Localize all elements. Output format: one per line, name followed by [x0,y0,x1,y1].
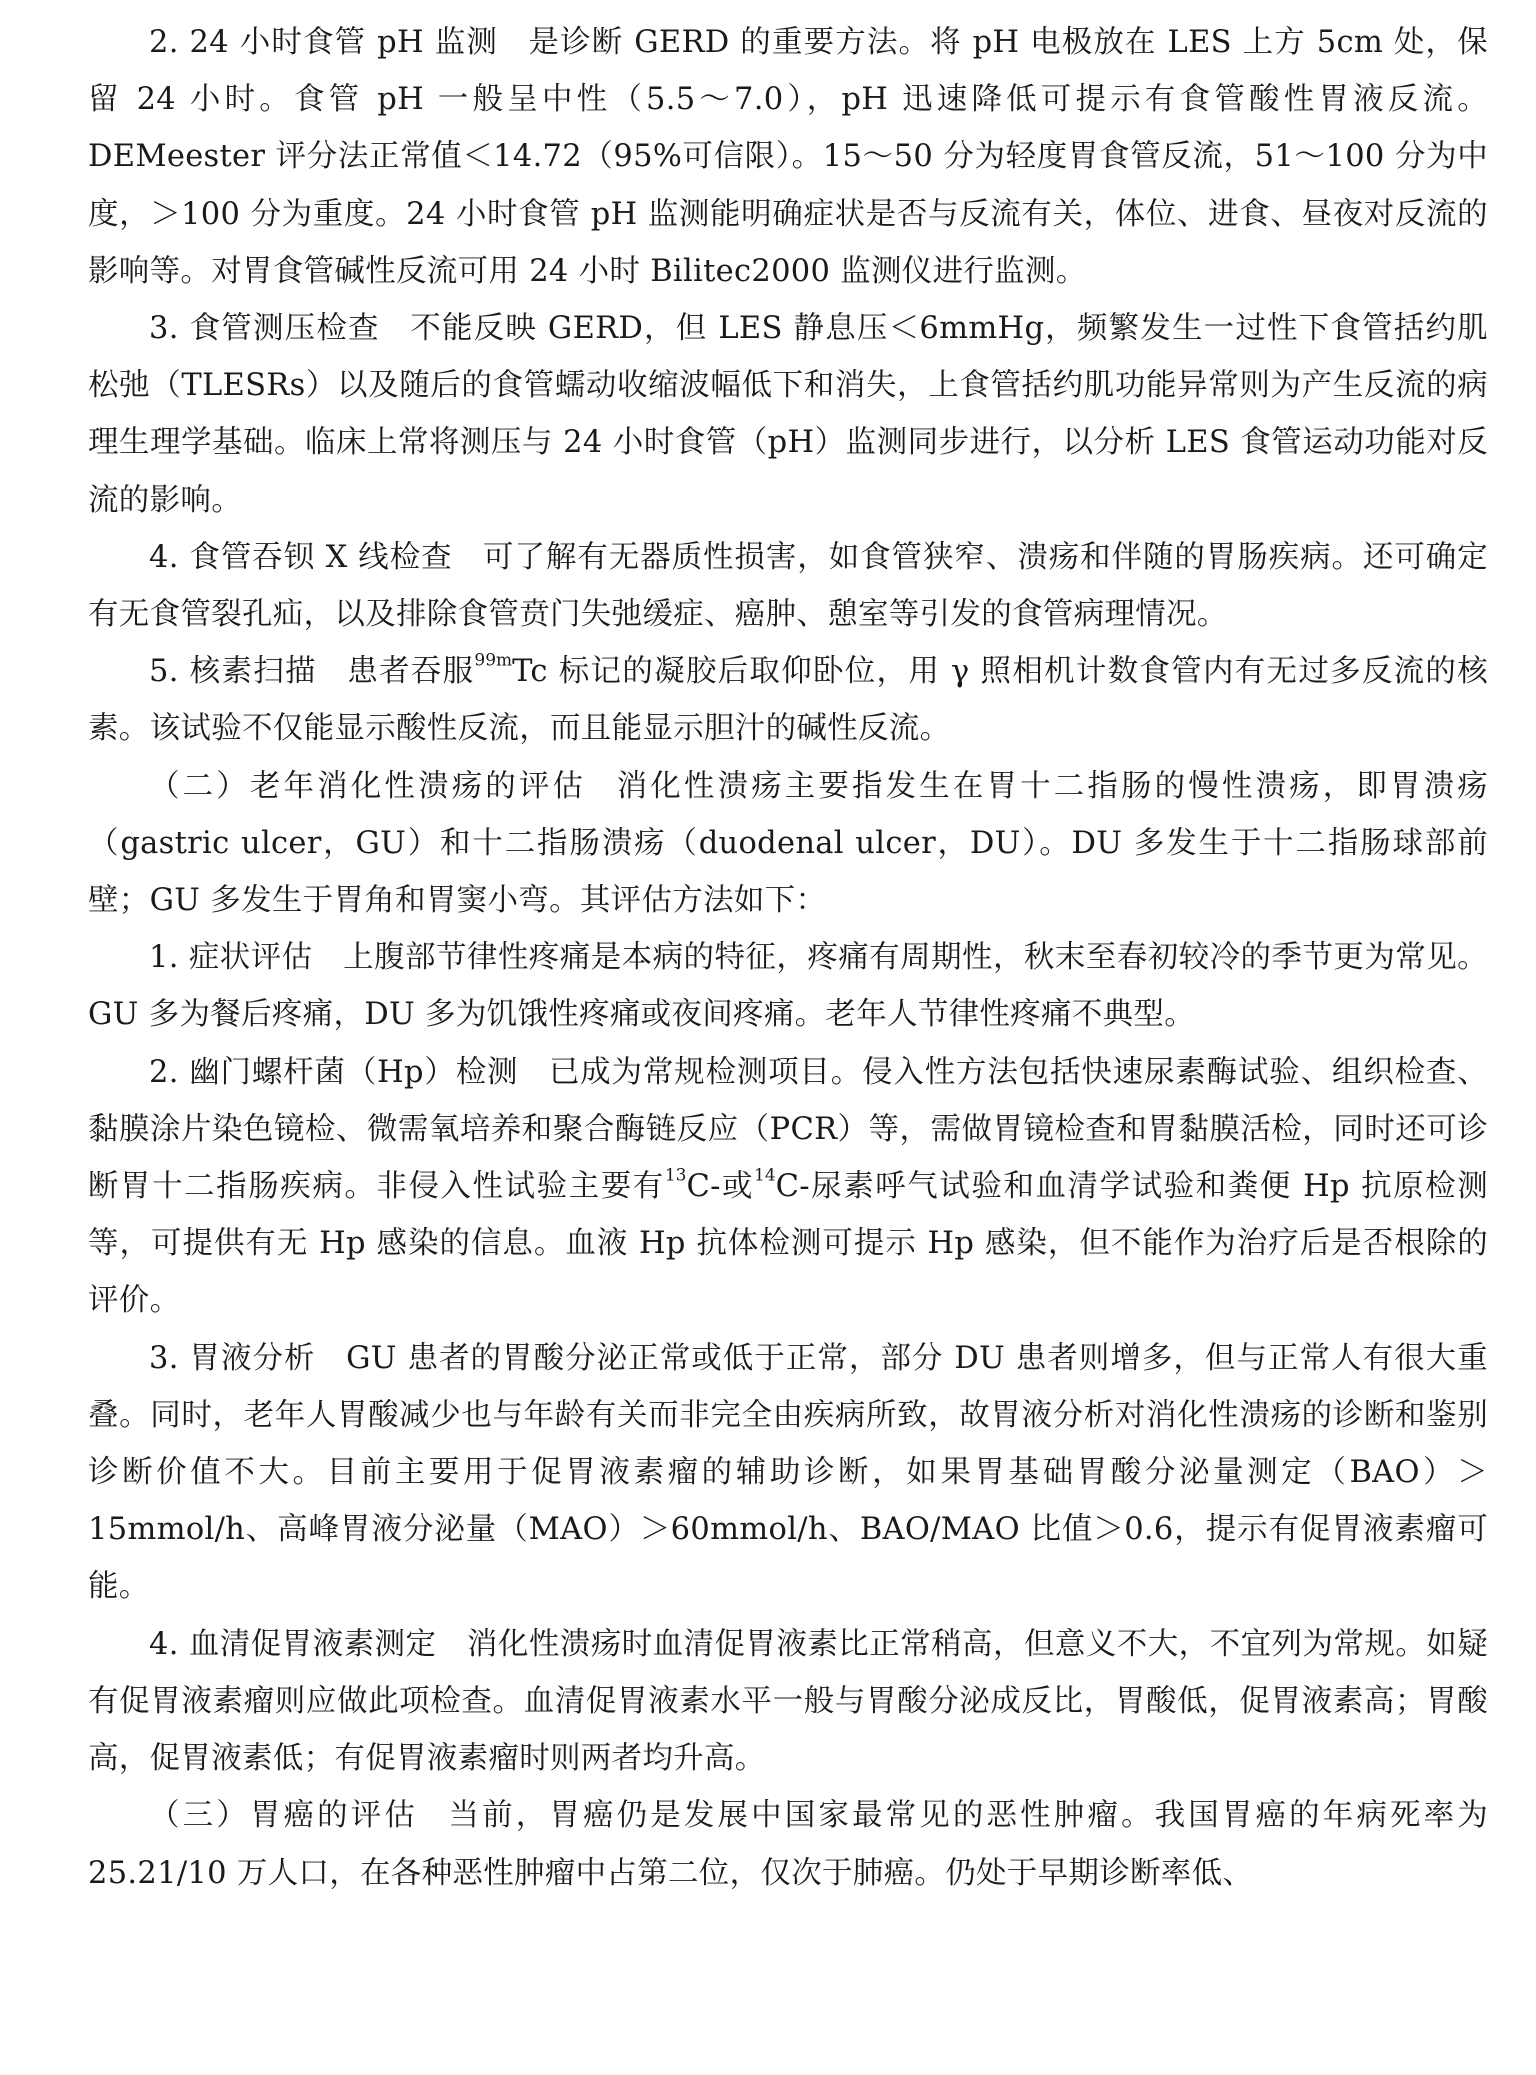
paragraph-heading: 2. 幽门螺杆菌（Hp）检测 [149,1054,519,1090]
paragraph-body: 当前，胃癌仍是发展中国家最常见的恶性肿瘤。我国胃癌的年病死率为 25.21/10 万人口，在各种恶性肿瘤中占第二位，仅次于肺癌。仍处于早期诊断率低、 [88,1798,1488,1891]
paragraph-heading: 4. 食管吞钡 X 线检查 [149,539,453,575]
paragraph-body: 已成为常规检测项目。侵入性方法包括快速尿素酶试验、组织检查、黏膜涂片染色镜检、微需氧培养和聚合酶链反应（PCR）等，需做胃镜检查和胃黏膜活检，同时还可诊断胃十二指肠疾病。非侵入性试验主要有 [88,1054,1488,1205]
paragraph-body: 可了解有无器质性损害，如食管狭窄、溃疡和伴随的胃肠疾病。还可确定有无食管裂孔疝，以及排除食管贲门失弛缓症、癌肿、憩室等引发的食管病理情况。 [88,539,1488,633]
isotope-superscript: 13 [664,1165,687,1186]
paragraph-heading: 3. 食管测压检查 [149,311,380,347]
paragraph-manometry [88,300,1488,529]
paragraph-hp [88,1044,1488,1330]
paragraph-heading: 3. 胃液分析 [149,1340,316,1376]
paragraph-cancer-section [88,1787,1488,1901]
paragraph-ph-monitoring [88,14,1488,300]
paragraph-nuclide [88,643,1488,757]
paragraph-body: 消化性溃疡主要指发生在胃十二指肠的慢性溃疡，即胃溃疡（gastric ulcer，GU）和十二指肠溃疡（duodenal ulcer，DU）。DU 多发生于十二指肠球部前壁；GU 多发生于胃角和胃窦小弯。其评估方法如下： [88,768,1488,919]
paragraph-body: 患者吞服 [347,654,475,690]
paragraph-heading: 1. 症状评估 [149,940,313,976]
paragraph-heading: 4. 血清促胃液素测定 [149,1626,437,1662]
isotope-superscript: 14 [754,1165,776,1186]
document-page [88,14,1488,1902]
paragraph-barium [88,529,1488,643]
paragraph-body: Tc 标记的凝胶后取仰卧位，用 γ 照相机计数食管内有无过多反流的核素。该试验不仅能显示酸性反流，而且能显示胆汁的碱性反流。 [88,654,1488,747]
paragraph-body: 消化性溃疡时血清促胃液素比正常稍高，但意义不大，不宜列为常规。如疑有促胃液素瘤则应做此项检查。血清促胃液素水平一般与胃酸分泌成反比，胃酸低，促胃液素高；胃酸高，促胃液素低；有促胃液素瘤时则两者均升高。 [88,1626,1488,1777]
paragraph-gastric-fluid [88,1330,1488,1616]
paragraph-ulcer-section [88,758,1488,930]
paragraph-body: C-或 [686,1169,755,1205]
paragraph-symptom [88,929,1488,1043]
paragraph-body: GU 患者的胃酸分泌正常或低于正常，部分 DU 患者则增多，但与正常人有很大重叠。同时，老年人胃酸减少也与年龄有关而非完全由疾病所致，故胃液分析对消化性溃疡的诊断和鉴别诊断价值不大。目前主要用于促胃液素瘤的辅助诊断，如果胃基础胃酸分泌量测定（BAO）＞15mmol/h、高峰胃液分泌量（MAO）＞60mmol/h、BAO/MAO 比值＞0.6，提示有促胃液素瘤可能。 [88,1340,1488,1605]
section-heading: （三）胃癌的评估 [149,1798,418,1834]
paragraph-body: 不能反映 GERD，但 LES 静息压＜6mmHg，频繁发生一过性下食管括约肌松弛（TLESRs）以及随后的食管蠕动收缩波幅低下和消失，上食管括约肌功能异常则为产生反流的病理生理学基础。临床上常将测压与 24 小时食管（pH）监测同步进行，以分析 LES 食管运动功能对反流的影响。 [88,311,1488,518]
paragraph-heading: 2. 24 小时食管 pH 监测 [149,25,498,60]
isotope-superscript: 99m [474,650,513,671]
paragraph-heading: 5. 核素扫描 [149,654,317,690]
paragraph-body: 上腹部节律性疼痛是本病的特征，疼痛有周期性，秋末至春初较冷的季节更为常见。GU 多为餐后疼痛，DU 多为饥饿性疼痛或夜间疼痛。老年人节律性疼痛不典型。 [88,940,1488,1033]
section-heading: （二）老年消化性溃疡的评估 [149,768,587,804]
paragraph-gastrin [88,1616,1488,1788]
paragraph-body: C-尿素呼气试验和血清学试验和粪便 Hp 抗原检测等，可提供有无 Hp 感染的信息。血液 Hp 抗体检测可提示 Hp 感染，但不能作为治疗后是否根除的评价。 [88,1169,1489,1319]
paragraph-body: 是诊断 GERD 的重要方法。将 pH 电极放在 LES 上方 5cm 处，保留 24 小时。食管 pH 一般呈中性（5.5～7.0），pH 迅速降低可提示有食管酸性胃液反流。DEMeester 评分法正常值＜14.72（95%可信限）。15～50 分为轻度胃食管反流，51～100 分为中度，＞100 分为重度。24 小时食管 pH 监测能明确症状是否与反流有关，体位、进食、昼夜对反流的影响等。对胃食管碱性反流可用 24 小时 Bilitec2000 监测仪进行监测。 [88,25,1488,289]
